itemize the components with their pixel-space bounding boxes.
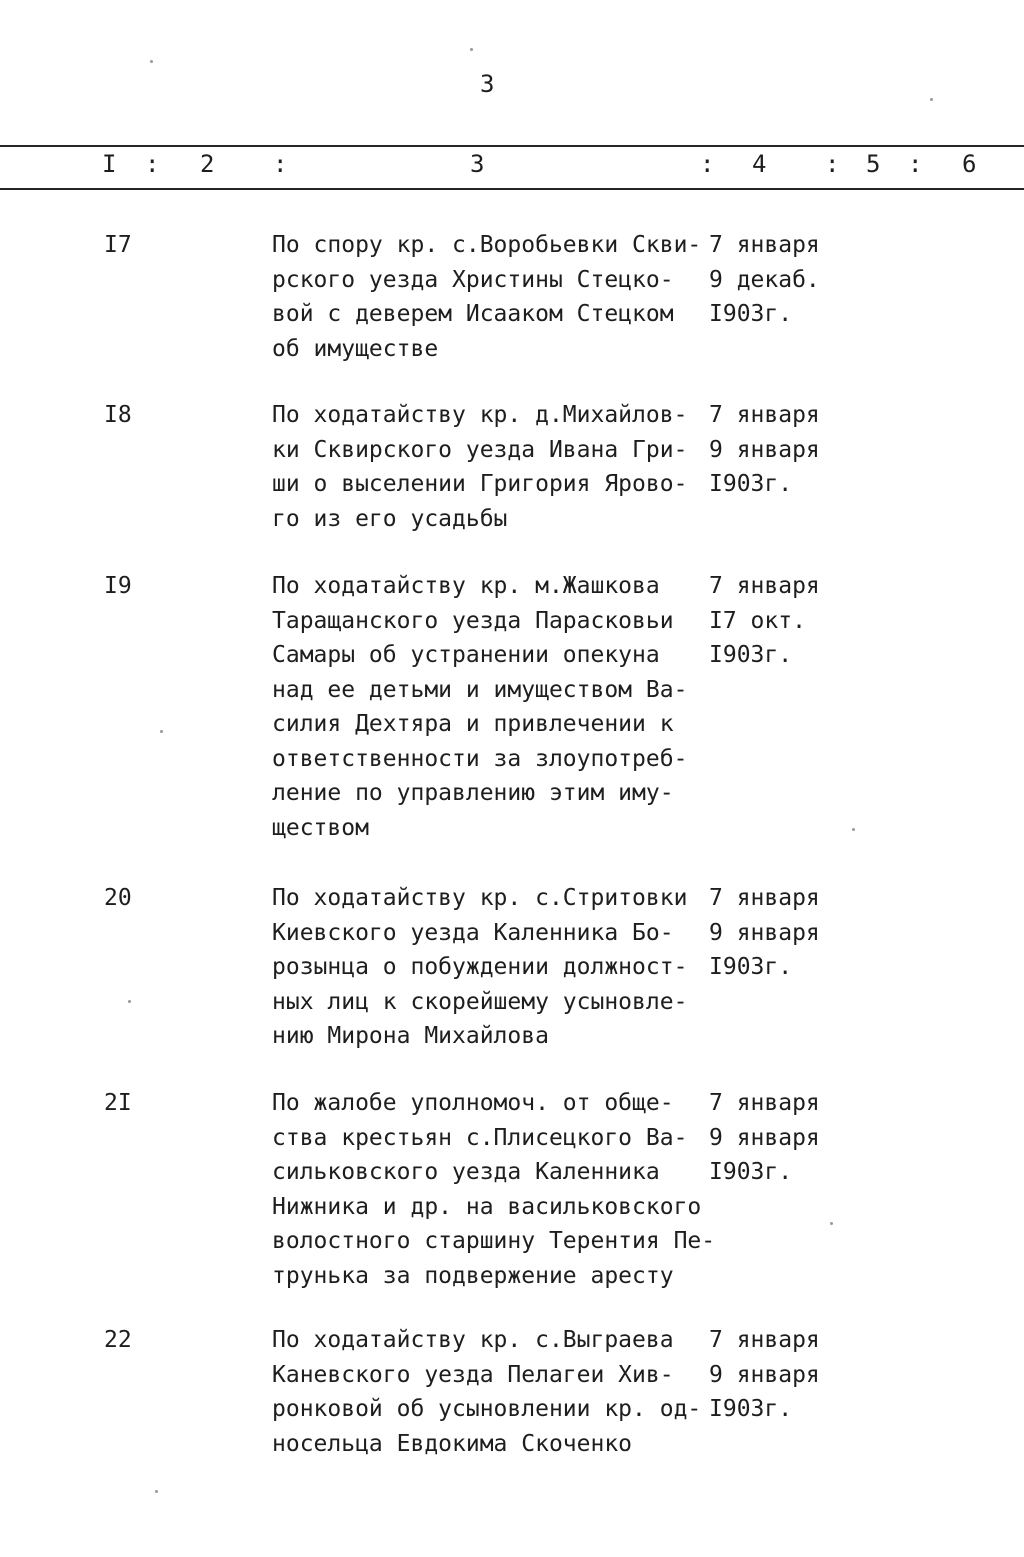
description-line: ронковой об усыновлении кр. од-: [272, 1396, 702, 1422]
scan-speck: [830, 1222, 833, 1225]
date-year: I903г.: [709, 954, 793, 980]
header-separator: :: [825, 150, 840, 178]
description-line: Киевского уезда Каленника Бо-: [272, 919, 674, 946]
record-description: [272, 1086, 716, 1293]
description-line: Таращанского уезда Парасковьи: [272, 607, 674, 634]
record-number: 22: [104, 1327, 132, 1353]
record-description: [272, 398, 712, 536]
description-line: По ходатайству кр. с.Стритовки: [272, 885, 688, 911]
date-end: 9 января: [709, 919, 820, 946]
description-line: По ходатайству кр. д.Михайлов-: [272, 402, 688, 428]
description-line: По ходатайству кр. м.Жашкова: [272, 573, 660, 599]
scan-speck: [128, 1000, 131, 1003]
description-line: розынца о побуждении должност-: [272, 954, 688, 980]
description-line: ответственности за злоупотреб-: [272, 745, 688, 772]
page-number: 3: [480, 70, 495, 98]
record-number: 2I: [104, 1090, 132, 1116]
scan-speck: [150, 60, 153, 63]
record-number: 20: [104, 885, 132, 911]
scan-speck: [160, 730, 163, 733]
description-line: сильковского уезда Каленника: [272, 1159, 660, 1185]
description-line: Самары об устранении опекуна: [272, 642, 660, 668]
record-number: I9: [104, 573, 132, 599]
header-separator: :: [273, 150, 288, 178]
header-separator: :: [145, 150, 160, 178]
date-end: 9 января: [709, 1124, 820, 1151]
description-line: носельца Евдокима Скоченко: [272, 1430, 633, 1457]
record-number: I7: [104, 232, 132, 258]
description-line: По ходатайству кр. с.Выграева: [272, 1327, 674, 1353]
description-line: ки Сквирского уезда Ивана Гри-: [272, 436, 688, 463]
date-end: 9 января: [709, 436, 820, 463]
description-line: трунька за подвержение аресту: [272, 1262, 674, 1289]
description-line: ных лиц к скорейшему усыновле-: [272, 988, 688, 1015]
date-end: I7 окт.: [709, 607, 806, 634]
record-description: [272, 1323, 712, 1461]
description-line: ши о выселении Григория Ярово-: [272, 471, 688, 497]
description-line: ства крестьян с.Плисецкого Ва-: [272, 1124, 688, 1151]
scan-speck: [155, 1490, 158, 1493]
header-col-5: 5: [866, 150, 881, 178]
description-line: волостного старшину Терентия Пе-: [272, 1228, 716, 1254]
table-header: [0, 148, 1024, 186]
date-start: 7 января: [709, 885, 820, 911]
header-col-1: I: [102, 150, 117, 178]
description-line: рского уезда Христины Стецко-: [272, 266, 674, 293]
header-col-6: 6: [962, 150, 977, 178]
date-start: 7 января: [709, 402, 820, 428]
header-separator: :: [908, 150, 923, 178]
description-line: об имуществе: [272, 335, 439, 362]
date-start: 7 января: [709, 573, 820, 599]
record-description: [272, 569, 712, 845]
description-line: ществом: [272, 814, 369, 841]
description-line: вой с деверем Исааком Стецком: [272, 301, 674, 327]
record-dates: [709, 881, 849, 985]
description-line: ление по управлению этим иму-: [272, 780, 674, 806]
date-start: 7 января: [709, 232, 820, 258]
header-col-4: 4: [752, 150, 767, 178]
record-number: I8: [104, 402, 132, 428]
description-line: По спору кр. с.Воробьевки Скви-: [272, 232, 702, 258]
description-line: силия Дехтяра и привлечении к: [272, 711, 674, 737]
date-start: 7 января: [709, 1090, 820, 1116]
date-end: 9 января: [709, 1361, 820, 1388]
record-dates: [709, 228, 849, 332]
date-year: I903г.: [709, 1159, 793, 1185]
date-year: I903г.: [709, 471, 793, 497]
scan-speck: [852, 828, 855, 831]
header-rule-bottom: [0, 188, 1024, 190]
record-description: [272, 228, 712, 366]
record-dates: [709, 1323, 849, 1427]
date-start: 7 января: [709, 1327, 820, 1353]
record-dates: [709, 1086, 849, 1190]
description-line: Каневского уезда Пелагеи Хив-: [272, 1361, 674, 1388]
record-description: [272, 881, 712, 1054]
description-line: Нижника и др. на васильковского: [272, 1193, 702, 1220]
header-col-3: 3: [470, 150, 485, 178]
header-col-2: 2: [200, 150, 215, 178]
record-dates: [709, 569, 849, 673]
date-year: I903г.: [709, 1396, 793, 1422]
header-separator: :: [700, 150, 715, 178]
description-line: над ее детьми и имуществом Ва-: [272, 676, 688, 703]
header-rule-top: [0, 145, 1024, 147]
description-line: нию Мирона Михайлова: [272, 1023, 549, 1049]
date-year: I903г.: [709, 642, 793, 668]
record-dates: [709, 398, 849, 502]
scan-speck: [470, 48, 473, 51]
description-line: го из его усадьбы: [272, 505, 508, 532]
date-end: 9 декаб.: [709, 266, 820, 293]
description-line: По жалобе уполномоч. от обще-: [272, 1090, 674, 1116]
scan-speck: [930, 98, 933, 101]
date-year: I903г.: [709, 301, 793, 327]
